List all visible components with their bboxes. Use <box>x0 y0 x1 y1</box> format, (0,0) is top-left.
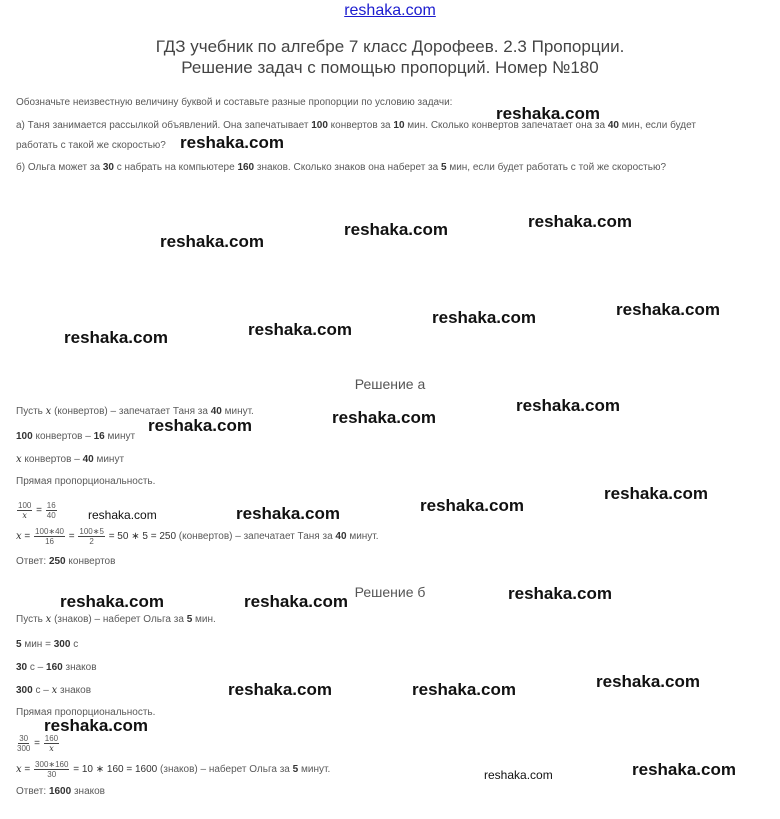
watermark: reshaka.com <box>604 484 708 503</box>
watermark: reshaka.com <box>528 212 632 231</box>
watermark: reshaka.com <box>616 300 720 319</box>
watermark: reshaka.com <box>344 220 448 239</box>
solution-b-line-1: Пусть x (знаков) – наберет Ольга за 5 мин. <box>16 614 216 625</box>
watermark: reshaka.com <box>44 716 148 735</box>
watermark: reshaka.com <box>180 133 284 152</box>
solution-b-line-2: 5 мин = 300 с <box>16 639 79 650</box>
solution-b-line-4: 300 с – x знаков <box>16 685 92 696</box>
site-link[interactable]: reshaka.com <box>344 2 436 19</box>
solution-b-answer: Ответ: 1600 знаков <box>16 786 105 797</box>
solution-b-proportion: $\frac{30}{300}$ = $\frac{160}{x}$ <box>17 734 59 753</box>
watermark: reshaka.com <box>60 592 164 611</box>
watermark: reshaka.com <box>516 396 620 415</box>
solution-a-line-1: Пусть x (конвертов) – запечатает Таня за 40 минут. <box>16 406 254 417</box>
watermark: reshaka.com <box>236 504 340 523</box>
watermark: reshaka.com <box>160 232 264 251</box>
solution-b-line-5: Прямая пропорциональность. <box>16 707 156 718</box>
watermark: reshaka.com <box>596 672 700 691</box>
watermark: reshaka.com <box>64 328 168 347</box>
watermark: reshaka.com <box>508 584 612 603</box>
watermark: reshaka.com <box>484 768 553 782</box>
solution-a-line-3: x конвертов – 40 минут <box>16 454 125 465</box>
watermark: reshaka.com <box>632 760 736 779</box>
solution-a-line-4: Прямая пропорциональность. <box>16 476 156 487</box>
title-line-2: Решение задач с помощью пропорций. Номер №180 <box>181 58 599 77</box>
watermark: reshaka.com <box>88 508 157 522</box>
solution-a-calculation: x = $\frac{100∗40}{16}$ = $\frac{100∗5}{2}$ = 50 ∗ 5 = 250 (конвертов) – запечатает Таня за 40 минут. <box>16 527 379 546</box>
solution-a-answer: Ответ: 250 конвертов <box>16 556 116 567</box>
solution-b-heading: Решение б <box>354 584 426 600</box>
task-a-line-1: а) Таня занимается рассылкой объявлений. Она запечатывает 100 конвертов за 10 мин. Сколько конвертов запечатает она за 40 мин, если будет <box>16 120 696 131</box>
task-a-line-2: работать с такой же скоростью? <box>16 140 166 151</box>
watermark: reshaka.com <box>412 680 516 699</box>
task-b-line: б) Ольга может за 30 с набрать на компьютере 160 знаков. Сколько знаков она наберет за 5 мин, если будет работать с той же скоростью? <box>16 162 667 173</box>
watermark: reshaka.com <box>420 496 524 515</box>
watermark: reshaka.com <box>432 308 536 327</box>
solution-a-line-2: 100 конвертов – 16 минут <box>16 431 136 442</box>
solution-b-line-3: 30 с – 160 знаков <box>16 662 97 673</box>
solution-b-calculation: x = $\frac{300∗160}{30}$ = 10 ∗ 160 = 1600 (знаков) – наберет Ольга за 5 минут. <box>16 760 331 779</box>
solution-a-heading: Решение а <box>354 376 426 392</box>
watermark: reshaka.com <box>244 592 348 611</box>
watermark: reshaka.com <box>148 416 252 435</box>
solution-a-proportion: $\frac{100}{x}$ = $\frac{16}{40}$ <box>18 501 56 520</box>
task-intro: Обозначьте неизвестную величину буквой и составьте разные пропорции по условию задачи: <box>16 97 453 108</box>
title-line-1: ГДЗ учебник по алгебре 7 класс Дорофеев. 2.3 Пропорции. <box>155 37 625 56</box>
watermark: reshaka.com <box>228 680 332 699</box>
watermark: reshaka.com <box>496 104 600 123</box>
watermark: reshaka.com <box>332 408 436 427</box>
page-title <box>0 36 780 78</box>
watermark: reshaka.com <box>248 320 352 339</box>
